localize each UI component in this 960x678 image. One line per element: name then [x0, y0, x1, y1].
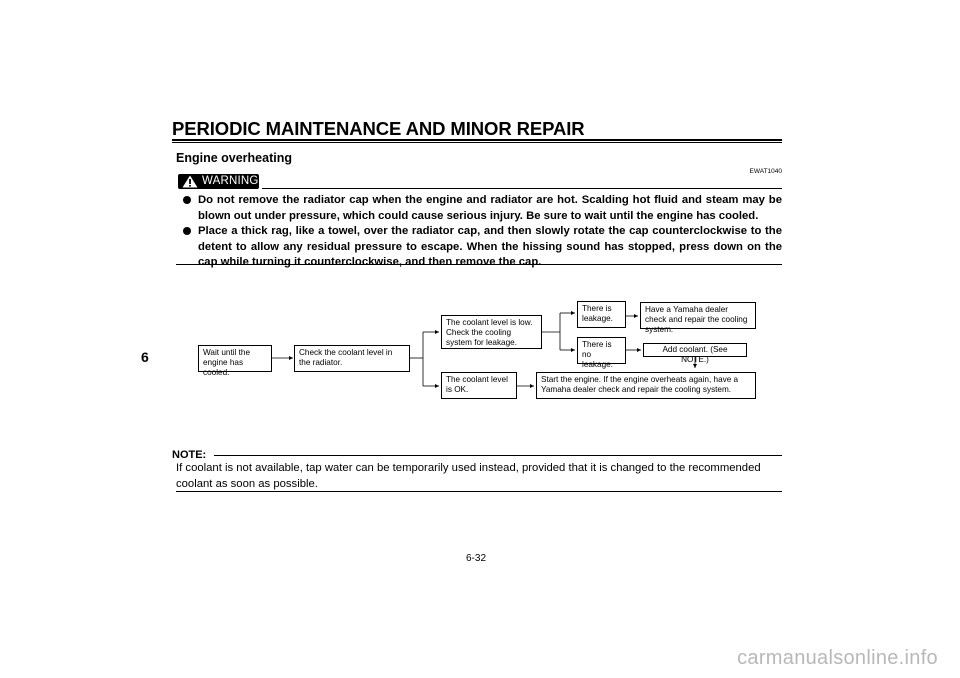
- chapter-tab: 6: [141, 349, 149, 365]
- watermark: carmanualsonline.info: [737, 647, 938, 669]
- flow-dealer-check: Have a Yamaha dealer check and repair the cooling system.: [640, 302, 756, 329]
- note-label: NOTE:: [172, 449, 207, 461]
- note-end-rule: [176, 491, 782, 492]
- flow-wait: Wait until the engine has cooled.: [198, 345, 272, 372]
- flow-check-level: Check the coolant level in the radiator.: [294, 345, 410, 372]
- section-title: Engine overheating: [176, 151, 292, 165]
- note-rule: [214, 455, 782, 456]
- flow-level-ok: The coolant level is OK.: [441, 372, 517, 399]
- warning-item: Place a thick rag, like a towel, over the radiator cap, and then slowly rotate the cap counterclockwise to the detent to allow any residual pressure to escape. When the hissing sound has stopped, press down on the cap while turning it counterclockwise, and then remove the cap.: [176, 224, 782, 271]
- flow-level-low: The coolant level is low. Check the cooling system for leakage.: [441, 315, 542, 349]
- warning-item: Do not remove the radiator cap when the engine and radiator are hot. Scalding hot fluid and steam may be blown out under pressure, which could cause serious injury. Be sure to wait until the engine has cooled.: [176, 193, 782, 224]
- flow-leakage: There is leakage.: [577, 301, 626, 328]
- flow-no-leakage: There is no leakage.: [577, 337, 626, 364]
- page-title: PERIODIC MAINTENANCE AND MINOR REPAIR: [172, 118, 585, 139]
- warning-code: EWAT1040: [749, 168, 782, 175]
- page-number: 6-32: [466, 553, 487, 564]
- flow-add-coolant: Add coolant. (See NOTE.): [643, 343, 747, 357]
- note-text: If coolant is not available, tap water can be temporarily used instead, provided that it is changed to the recommended coolant as soon as possible.: [176, 462, 761, 490]
- warning-label: WARNING: [202, 175, 259, 187]
- flow-start-engine: Start the engine. If the engine overheats again, have a Yamaha dealer check and repair the cooling system.: [536, 372, 756, 399]
